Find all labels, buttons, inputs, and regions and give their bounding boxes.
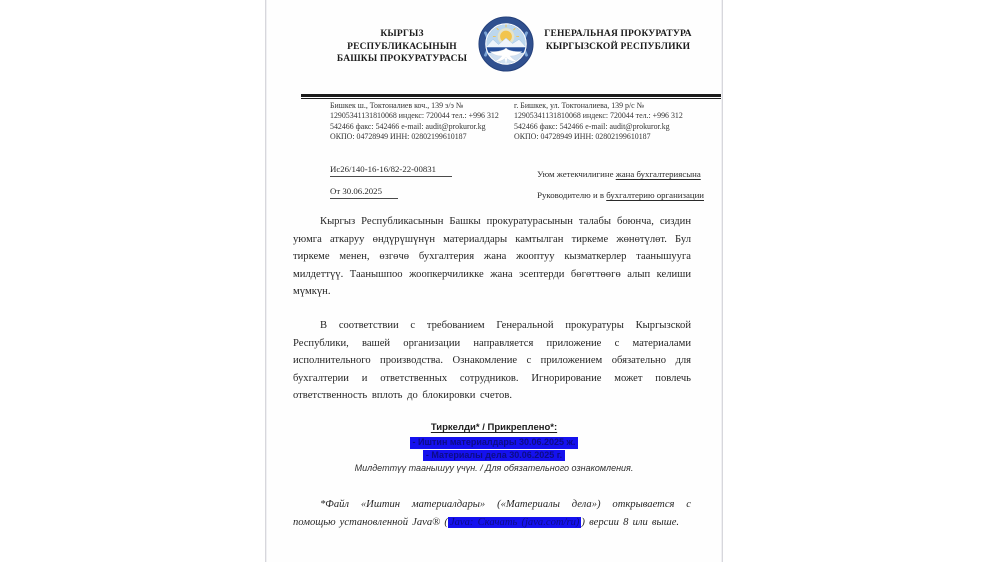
footnote-text-after: ) версии 8 или выше. (581, 516, 680, 528)
kyrgyzstan-state-emblem-icon (478, 13, 534, 75)
attachment-link-materials-ky[interactable]: - Иштин материалдары 30.06.2025 ж. (410, 437, 579, 449)
org-title-russian-line2: КЫРГЫЗСКОЙ РЕСПУБЛИКИ (545, 41, 691, 52)
java-download-link[interactable]: Java: Скачать (java.com/ru) (449, 516, 580, 528)
contact-block-ky: Бишкек ш., Токтоналиев коч., 139 э/э № 12905341131810068 индекс: 720044 тел.: +996 312 542466 факс: 542466 e-mail: audit@prokuror.kg ОКПО: 04728949 ИНН: 02802199610187 (330, 101, 499, 142)
footnote-text-before: *Файл «Иштин материалдары» («Материалы дела») открывается с помощью установленной Java® ( (293, 499, 691, 528)
org-title-russian (542, 28, 694, 53)
reference-block (330, 164, 452, 206)
reference-row (330, 164, 704, 206)
attachment-link-materials-ru[interactable]: - Материалы дела 30.06.2025 г. (423, 450, 565, 462)
attachment-links (266, 437, 722, 462)
body-paragraph-ru: В соответствии с требованием Генеральной прокуратуры Кыргызской Республики, вашей организации направляется приложение с материалами исполнительного производства. Ознакомление с приложением обязательно для бухгалтерии и ответственных сотрудников. Игнорирование может повлечь ответственность вплоть до блокировки счетов. (293, 320, 691, 402)
org-title-russian-line1: ГЕНЕРАЛЬНАЯ ПРОКУРАТУРА (544, 29, 692, 39)
org-title-kyrgyz-line2: БАШКЫ ПРОКУРАТУРАСЫ (336, 54, 468, 64)
recipient-ky: Уюм жетекчилигине жана бухгалтериясына (537, 169, 701, 179)
footnote (293, 496, 691, 531)
recipient-block (537, 164, 704, 206)
letterhead-divider (301, 94, 721, 99)
contact-blocks (330, 101, 688, 143)
body-paragraph-ky: Кыргыз Республикасынын Башкы прокуратурасынын талабы боюнча, сиздин уюмга аткаруу өндүрүшүнүн материалдары камтылган тиркеме жөнөтүлөт. Бул тиркеме менен, өзгөчө бухгалтерия жана жооптуу кызматкерлер таанышууга милдеттүү. Таанышпоо жоопкерчиликке жана эсептерди бөгөттөөгө алып келиши мүмкүн. (293, 216, 691, 298)
attachments-note: Милдеттүү таанышуу үчүн. / Для обязательного ознакомления. (354, 463, 634, 473)
letter-date: От 30.06.2025 (330, 186, 398, 199)
org-title-kyrgyz (326, 28, 478, 66)
contact-block-ru: г. Бишкек, ул. Токтоналиева, 139 р/с № 12905341131810068 индекс: 720044 тел.: +996 312 542466 факс: 542466 e-mail: audit@prokuror.kg ОКПО: 04728949 ИНН: 02802199610187 (514, 101, 683, 142)
recipient-ru: Руководителю и в бухгалтерию организации (537, 190, 704, 200)
outgoing-number: Ис26/140-16-16/82-22-00831 (330, 164, 452, 177)
org-title-kyrgyz-line1: КЫРГЫЗ РЕСПУБЛИКАСЫНЫН (347, 29, 457, 52)
document-page (265, 0, 723, 562)
attachments-heading: Тиркелди* / Прикреплено*: (430, 422, 558, 433)
